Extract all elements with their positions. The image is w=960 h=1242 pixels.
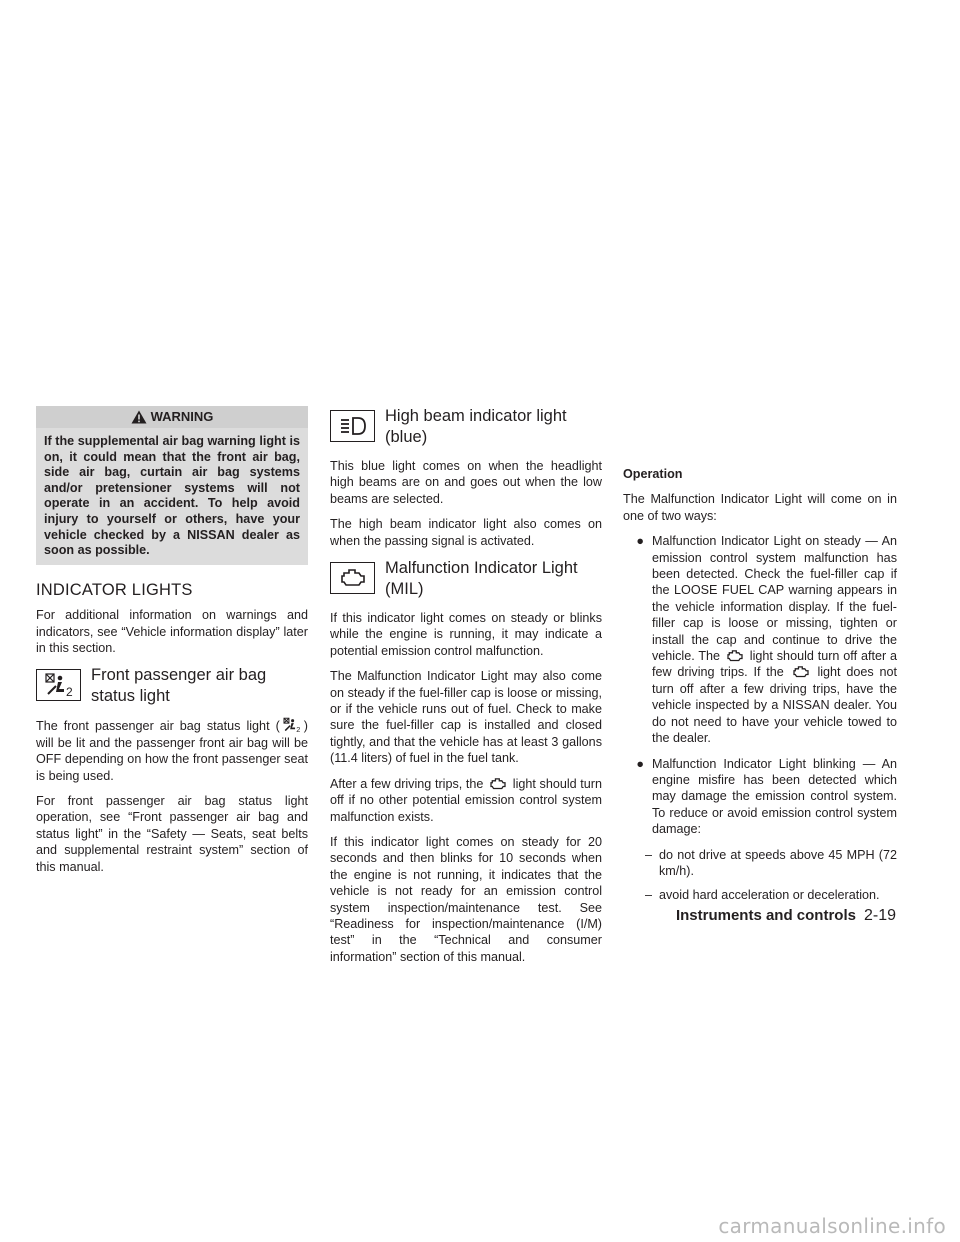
svg-text:2: 2 [296,725,301,734]
engine-check-icon [790,665,812,679]
passenger-airbag-off-icon [36,669,81,701]
passenger-airbag-paragraph-2: For front passenger air bag status light operation, see “Front passenger air bag and status light” in the “Safety — Seats, seat belts and supplemental restraint system” section of this manual. [36,794,308,874]
high-beam-paragraph-2: The high beam indicator light also comes on when the passing signal is activated. [330,517,602,548]
warning-text: If the supplemental air bag warning light is on, it could mean that the front air bag, side air bag, curtain air bag systems and/or pretensioner systems will not operate in an accident. To help avoid injury to yourself or others, have your vehicle checked by a NISSAN dealer as soon as possible. [44,434,300,558]
list-item: – do not drive at speeds above 45 MPH (72 km/h). [645,847,897,878]
warning-header [36,406,308,428]
page-footer [676,907,896,925]
intro-paragraph: For additional information on warnings and indicators, see “Vehicle information display” later in this section. [36,608,308,655]
column-1 [36,406,308,884]
warning-triangle-icon [131,410,147,424]
mil-title: Malfunction Indicator Light (MIL) [385,559,578,599]
passenger-airbag-off-icon [280,717,304,733]
high-beam-heading [330,406,602,448]
list-item: ● Malfunction Indicator Light on steady — An emission control system malfunction has been detected. Check the fuel-filler cap if the LOOSE FUEL CAP warning appears in the vehicle information display. If the fuel-filler cap is loose or missing, tighten or install the cap and continue to drive the vehicle. The light should turn off after a few driving trips. If the light does not turn off after a few driving trips, have the vehicle inspected by a NISSAN dealer. You do not need to have your vehicle towed to the dealer. [623,533,897,746]
engine-check-icon [724,649,746,663]
engine-check-icon [330,562,375,594]
passenger-airbag-heading [36,665,308,707]
column-3 [623,406,897,912]
mil-paragraph-4: If this indicator light comes on steady for 20 seconds and then blinks for 10 seconds when the engine is not running, it indicates that the vehicle is not ready for an emission control system inspection/maintenance test. See “Readiness for inspection/maintenance (I/M) test” in the “Technical and consumer information” section of this manual. [330,834,602,964]
mil-paragraph-3: After a few driving trips, the light should turn off if no other potential emission control system malfunction exists. [330,776,603,824]
high-beam-title: High beam indicator light (blue) [385,407,567,446]
chapter-title: Instruments and controls [675,907,856,924]
mil-heading [330,558,602,600]
high-beam-icon [330,410,375,442]
engine-check-icon [487,777,509,791]
warning-title: WARNING [150,408,214,424]
operation-intro: The Malfunction Indicator Light will come on in one of two ways: [623,492,897,523]
bullet-icon: ● [636,534,644,549]
svg-text:2: 2 [65,685,73,699]
section-title: INDICATOR LIGHTS [36,580,193,599]
warning-box [36,406,308,565]
watermark: carmanualsonline.info [718,1214,946,1238]
high-beam-paragraph-1: This blue light comes on when the headlight high beams are on and goes out when the low beams are selected. [330,459,602,506]
passenger-airbag-paragraph-1: The front passenger air bag status light ( 2 ) will be lit and the passenger front air bag will be OFF depending on how the front passenger seat is being used. [36,719,308,783]
page-number: 2-19 [863,907,896,924]
list-item: – avoid hard acceleration or deceleration. [645,888,880,903]
column-2 [330,406,602,974]
mil-paragraph-1: If this indicator light comes on steady or blinks while the engine is running, it may indicate a potential emission control malfunction. [330,611,602,658]
passenger-airbag-title: Front passenger air bag status light [91,666,267,706]
list-item: ● Malfunction Indicator Light blinking — An engine misfire has been detected which may damage the emission control system. To reduce or avoid emission control system damage: [623,756,897,838]
mil-paragraph-2: The Malfunction Indicator Light may also come on steady if the fuel-filler cap is loose or missing, or if the vehicle runs out of fuel. Check to make sure the fuel-filler cap is installed and closed tightly, and that the vehicle has at least 3 gallons (11.4 liters) of fuel in the fuel tank. [330,669,602,766]
bullet-icon: ● [636,756,644,771]
operation-heading: Operation [623,467,683,481]
